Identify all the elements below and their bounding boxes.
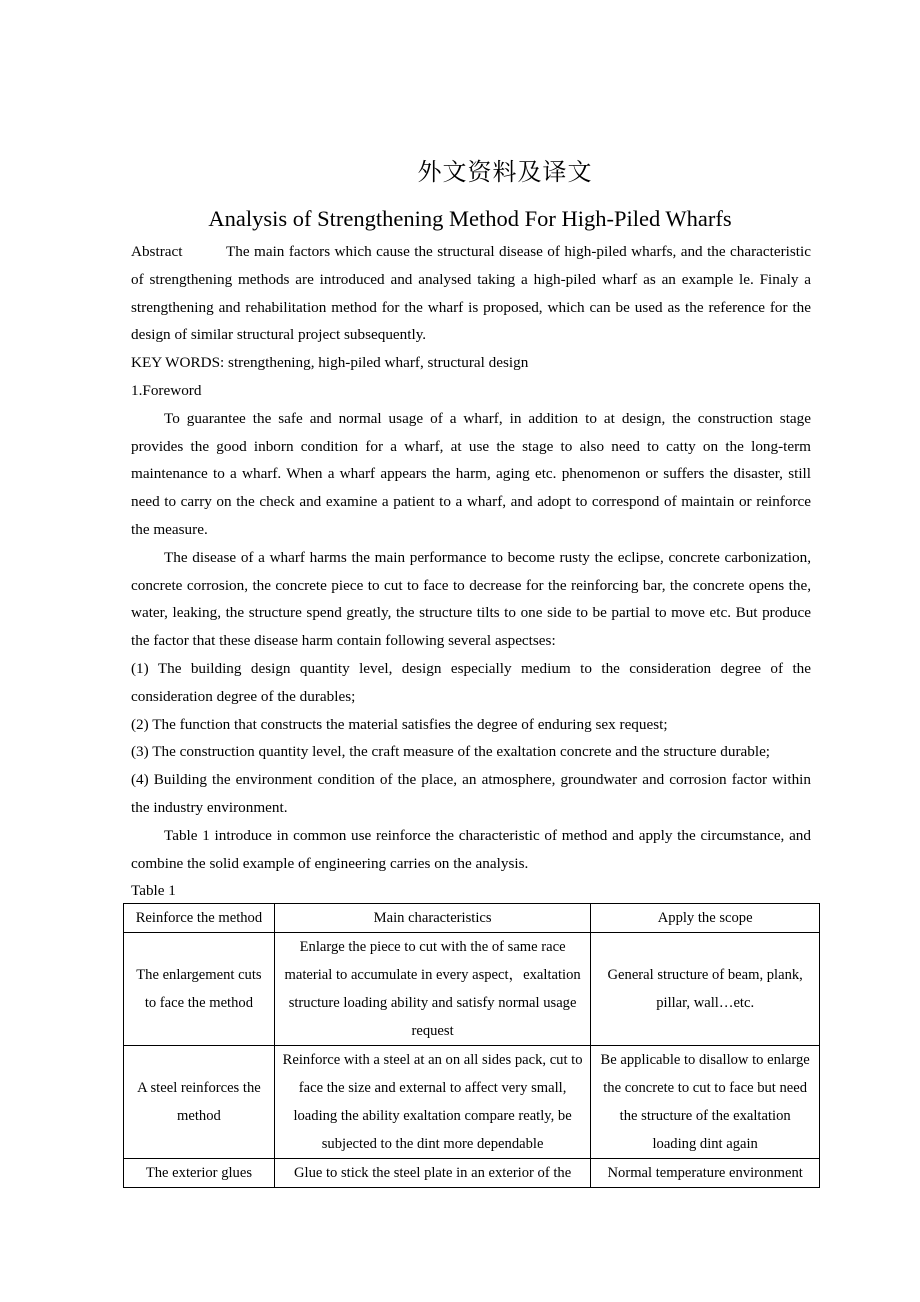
table-row (124, 1159, 820, 1188)
paragraph-2: The disease of a wharf harms the main performance to become rusty the eclipse, concrete carbonization, concrete corrosion, the concrete piece to cut to face to decrease for the reinforcing bar, the concrete opens the, water, leaking, the structure spend greatly, the structure tilts to one side to be partial to move etc. But produce the factor that these disease harm contain following several aspectses: (131, 548, 811, 650)
paragraph-3: Table 1 introduce in common use reinforce the characteristic of method and apply the circumstance, and combine the solid example of engineering carries on the analysis. (131, 826, 811, 872)
keywords-line: KEY WORDS: strengthening, high-piled wharf, structural design (131, 354, 529, 372)
methods-table (123, 903, 820, 1188)
cell-scope: Be applicable to disallow to enlarge the concrete to cut to face but need the structure of the exaltation loading dint again (591, 1046, 820, 1159)
header-scope: Apply the scope (591, 904, 820, 933)
cell-characteristics: Reinforce with a steel at an on all sides pack, cut to face the size and external to affect very small, loading the ability exaltation compare reatly, be subjected to the dint more dependable (274, 1046, 590, 1159)
header-method: Reinforce the method (124, 904, 275, 933)
section-heading: 1.Foreword (131, 381, 202, 399)
cell-scope: Normal temperature environment (591, 1159, 820, 1188)
abstract-label: Abstract (131, 243, 183, 260)
chinese-title: 外文资料及译文 (417, 158, 593, 186)
english-title: Analysis of Strengthening Method For High-Piled Wharfs (208, 206, 732, 231)
document-body (131, 238, 811, 905)
list-item-2: (2) The function that constructs the material satisfies the degree of enduring sex request; (131, 715, 668, 733)
list-item-3: (3) The construction quantity level, the craft measure of the exaltation concrete and the structure durable; (131, 743, 771, 761)
table-caption: Table 1 (131, 882, 176, 900)
cell-method: The exterior glues (124, 1159, 275, 1188)
cell-scope: General structure of beam, plank, pillar, wall…etc. (591, 933, 820, 1046)
cell-characteristics: Glue to stick the steel plate in an exterior of the (274, 1159, 590, 1188)
abstract-text: The main factors which cause the structural disease of high-piled wharfs, and the characteristic of strengthening methods are introduced and analysed taking a high-piled wharf as an example le. Finaly a strengthening and rehabilitation method for the wharf is proposed, which can be used as the reference for the design of similar structural project subsequently. (131, 243, 811, 344)
table-row (124, 1046, 820, 1159)
table-header-row (124, 904, 820, 933)
table-row (124, 933, 820, 1046)
list-item-4: (4) Building the environment condition of the place, an atmosphere, groundwater and corrosion factor within the industry environment. (131, 771, 811, 816)
list-item-1: (1) The building design quantity level, design especially medium to the consideration degree of the consideration degree of the durables; (131, 659, 811, 705)
cell-method: The enlargement cuts to face the method (124, 933, 275, 1046)
header-characteristics: Main characteristics (274, 904, 590, 933)
abstract-paragraph (131, 238, 811, 349)
cell-method: A steel reinforces the method (124, 1046, 275, 1159)
paragraph-1: To guarantee the safe and normal usage of a wharf, in addition to at design, the construction stage provides the good inborn condition for a wharf, at use the stage to also need to catty on the long-term maintenance to a wharf. When a wharf appears the harm, aging etc. phenomenon or suffers the disaster, still need to carry on the check and examine a patient to a wharf, and adopt to correspond of maintain or reinforce the measure. (131, 409, 811, 538)
cell-characteristics: Enlarge the piece to cut with the of same race material to accumulate in every aspect，exaltation structure loading ability and satisfy normal usage request (274, 933, 590, 1046)
